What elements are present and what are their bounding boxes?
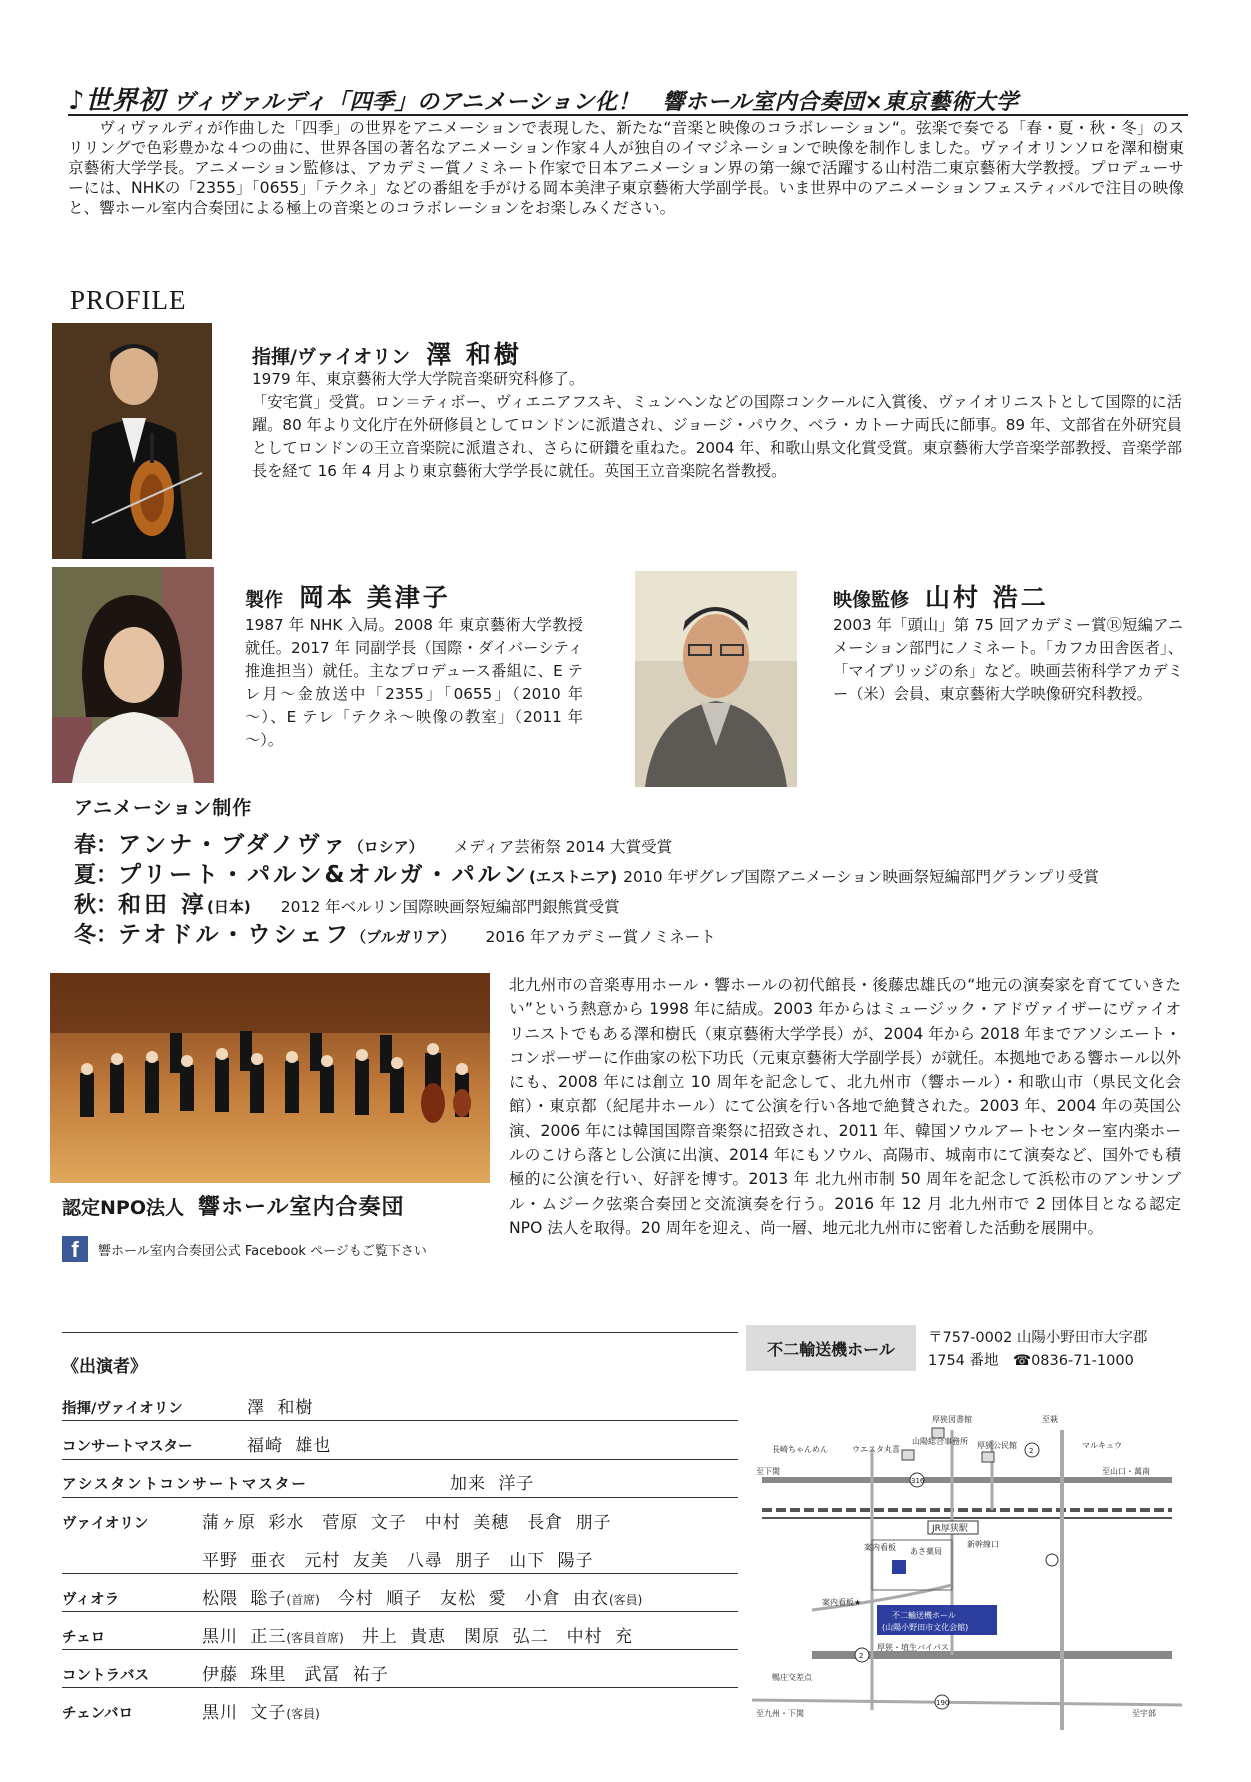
venue-phone: 0836-71-1000: [1031, 1353, 1134, 1369]
route-number: 2: [859, 1652, 864, 1660]
npo-line: [62, 1190, 405, 1221]
performer-name-text: 松隈 聡子: [202, 1589, 287, 1609]
facebook-text: 響ホール室内合奏団公式 Facebook ページもご覧下さい: [98, 1243, 427, 1259]
venue-address-line: 〒757-0002 山陽小野田市大字郡: [928, 1330, 1148, 1346]
row-rule: [62, 1687, 738, 1688]
performer-role: アシスタントコンサートマスター: [62, 1477, 308, 1493]
artist-award: 2010 年ザグレブ国際アニメーション映画祭短編部門グランプリ受賞: [623, 868, 1099, 886]
intro-paragraph: ヴィヴァルディが作曲した「四季」の世界をアニメーションで表現した、新たな“音楽と映像のコラボレーション“。弦楽で奏でる「春・夏・秋・冬」のスリリングで色彩豊かな４つの曲に、世界各国の著名なアニメーション作家４人が独自のイマジネーションで映像を制作しました。ヴァイオリンソロを澤和樹東京藝術大学学長。アニメーション監修は、アカデミー賞ノミネート作家で日本アニメーション界の第一線で活躍する山村浩二東京藝術大学教授。プロデューサーには、NHKの「2355」「0655」「テクネ」などの番組を手がける岡本美津子東京藝術大学副学長。いま世界中のアニメーションフェスティバルで注目の映像と、響ホール室内合奏団による極上の音楽とのコラボレーションをお楽しみください。: [68, 119, 1184, 217]
map-label: 長崎ちゃんめん: [772, 1445, 828, 1454]
row-rule: [62, 1497, 738, 1498]
director-role-line: [833, 578, 1049, 614]
performer-role: 指揮/ヴァイオリン: [62, 1401, 183, 1417]
map-label: ウエスタ丸喜: [852, 1445, 900, 1454]
headline-prefix: ♪世界初: [68, 86, 165, 116]
route-number: 316: [911, 1477, 925, 1485]
performer-names: 福崎 雄也: [247, 1436, 332, 1456]
route-number: 2: [1029, 1447, 1034, 1455]
artist-award: 2016 年アカデミー賞ノミネート: [485, 928, 716, 946]
animation-row-spring: [74, 826, 672, 859]
profile-heading: PROFILE: [70, 285, 187, 315]
performers-title: 《出演者》: [62, 1357, 147, 1377]
performer-role: コントラバス: [62, 1668, 149, 1684]
performer-names: [202, 1703, 320, 1723]
season-label: 秋：: [74, 893, 119, 918]
artist-name: プリート・パルン&オルガ・パルン: [118, 862, 530, 888]
performer-role: ヴァイオリン: [62, 1516, 149, 1532]
venue-map: [752, 1410, 1182, 1730]
performer-name-text: 黒川 正三: [202, 1627, 287, 1647]
map-route-marker: [1046, 1554, 1058, 1566]
map-label: 山陽総合事務所: [912, 1437, 968, 1446]
performer-names: 伊藤 珠里 武冨 祐子: [202, 1665, 389, 1685]
row-rule: [62, 1459, 738, 1460]
animation-title: アニメーション制作: [74, 797, 253, 819]
conductor-role-line: [252, 335, 522, 371]
artist-name: テオドル・ウシェフ: [118, 922, 352, 948]
map-label: JR厚狭駅: [932, 1524, 968, 1534]
producer-bio: 1987 年 NHK 入局。2008 年 東京藝術大学教授就任。2017 年 同副学長（国際・ダイバーシティ推進担当）就任。主なプロデュース番組に、E テレ月～金放送中「2355」「0655」（2010 年～）、E テレ「テクネ～映像の教室」（2011 年～）。: [245, 616, 583, 749]
performer-role: コンサートマスター: [62, 1439, 193, 1455]
performer-row: [62, 1431, 738, 1456]
row-rule: [62, 1649, 738, 1650]
facebook-icon[interactable]: f: [62, 1236, 88, 1262]
map-label: 厚狭公民館: [977, 1441, 1017, 1450]
producer-photo: [52, 567, 214, 783]
animation-row-autumn: [74, 886, 620, 919]
conductor-role: 指揮/ヴァイオリン: [252, 346, 411, 368]
performer-names: 澤 和樹: [247, 1398, 314, 1418]
headline: [68, 80, 1188, 116]
venue-lot: 1754 番地: [928, 1353, 999, 1369]
performer-names: 蒲ヶ原 彩水 菅原 文子 中村 美穂 長倉 朋子: [202, 1513, 612, 1533]
performer-row: [62, 1622, 738, 1647]
map-label: あさ薬局: [910, 1547, 942, 1556]
performer-row: [62, 1508, 738, 1533]
season-label: 夏：: [74, 863, 119, 888]
artist-award: 2012 年ベルリン国際映画祭短編部門銀熊賞受賞: [280, 898, 620, 916]
map-label: 鴨庄交差点: [772, 1673, 812, 1682]
ensemble-photo: [50, 973, 490, 1183]
row-rule: [62, 1420, 738, 1421]
performer-names: [202, 1589, 642, 1609]
performer-name-text: 今村 順子 友松 愛 小倉 由衣: [319, 1589, 609, 1609]
performer-row: [62, 1584, 738, 1609]
animation-row-summer: [74, 856, 1099, 889]
conductor-photo: [52, 323, 212, 559]
map-label: 至九州・下関: [756, 1709, 804, 1718]
map-label: 新幹線口: [967, 1540, 999, 1549]
performer-note: (客員首席): [286, 1631, 344, 1645]
map-label: 厚狭・埴生バイパス: [877, 1643, 949, 1652]
venue-marker: [892, 1560, 906, 1574]
map-building: [982, 1452, 994, 1462]
npo-name: 響ホール室内合奏団: [197, 1195, 405, 1220]
row-rule: [62, 1573, 738, 1574]
director-name: 山村 浩二: [925, 583, 1049, 612]
season-label: 春：: [74, 833, 119, 858]
headline-suffix: 響ホール室内合奏団×東京藝術大学: [639, 90, 1019, 115]
producer-role-line: [245, 578, 451, 614]
artist-name: 和田 淳: [118, 892, 208, 918]
phone-icon: ☎: [1013, 1353, 1032, 1369]
animation-row-winter: [74, 916, 716, 949]
map-label: マルキュウ: [1082, 1441, 1122, 1450]
performer-role: ヴィオラ: [62, 1592, 120, 1608]
performer-note: (客員): [609, 1593, 643, 1607]
director-bio: 2003 年「頭山」第 75 回アカデミー賞Ⓡ短編アニメーション部門にノミネート。「カフカ田舎医者」、「マイブリッジの糸」など。映画芸術科学アカデミー（米）会員、東京藝術大学映像研究科教授。: [833, 616, 1183, 703]
performer-names: [202, 1627, 633, 1647]
venue-address-line2: [928, 1350, 1147, 1373]
artist-country: (日本): [207, 898, 251, 916]
performer-row: [62, 1546, 738, 1571]
performer-names: 加来 洋子: [450, 1474, 535, 1494]
producer-role: 製作: [245, 589, 284, 611]
artist-name: アンナ・ブダノヴァ: [118, 832, 349, 858]
artist-country: （ブルガリア）: [351, 928, 456, 946]
headline-middle: ヴィヴァルディ「四季」のアニメーション化！: [164, 90, 640, 115]
map-label: 案内看板★: [822, 1598, 862, 1607]
performer-row: [62, 1393, 738, 1418]
performer-row: [62, 1469, 738, 1494]
artist-country: （ロシア）: [348, 838, 424, 856]
performer-name-text: 井上 貴恵 関原 弘二 中村 充: [343, 1627, 633, 1647]
performer-name-text: 黒川 文子: [202, 1703, 287, 1723]
conductor-bio: 1979 年、東京藝術大学大学院音楽研究科修了。 「安宅賞」受賞。ロン＝ティボー、ヴィエニアフスキ、ミュンヘンなどの国際コンクールに入賞後、ヴァイオリニストとして国際的に活躍。80 年より文化庁在外研修員としてロンドンに派遣され、ジョージ・パウク、ベラ・カトーナ両氏に師事。89 年、文部省在外研究員としてロンドンの王立音楽院に派遣され、さらに研鑽を重ねた。2004 年、和歌山県文化賞受賞。東京藝術大学音楽学部教授、音楽学部長を経て 16 年 4 月より東京藝術大学学長に就任。英国王立音楽院名誉教授。: [252, 370, 1183, 480]
map-label: 案内看板: [864, 1543, 896, 1552]
map-venue-label: 不二輸送機ホール: [892, 1611, 956, 1620]
season-label: 冬：: [74, 923, 119, 948]
row-rule: [62, 1611, 738, 1612]
director-role: 映像監修: [833, 589, 910, 611]
venue-address: [928, 1327, 1147, 1373]
ensemble-description: 北九州市の音楽専用ホール・響ホールの初代館長・後藤忠雄氏の“地元の演奏家を育てていきたい”という熱意から 1998 年に結成。2003 年からはミュージック・アドヴァイザーにヴァイオリニストでもある澤和樹氏（東京藝術大学学長）が、2004 年から 2018 年までアソシエート・コンポーザーに作曲家の松下功氏（元東京藝術大学副学長）が就任。本拠地である響ホール以外にも、2008 年には創立 10 周年を記念して、北九州市（響ホール）・和歌山市（県民文化会館）・東京都（紀尾井ホール）にて公演を行い各地で絶賛された。2003 年、2004 年の英国公演、2006 年には韓国国際音楽祭に招致され、2011 年、韓国ソウルアートセンター室内楽ホールのこけら落とし公演に出演、2014 年にもソウル、高陽市、城南市にて演奏など、国外でも積極的に公演を行い、好評を博す。2013 年 北九州市制 50 周年を記念して浜松市のアンサンブル・ムジーク弦楽合奏団と交流演奏を行う。2016 年 12 月 北九州市で 2 団体目となる認定 NPO 法人を取得。20 周年を迎え、尚一層、地元北九州市に密着した活動を展開中。: [509, 976, 1182, 1237]
map-label: 至下関: [756, 1467, 780, 1476]
performer-note: (首席): [286, 1593, 320, 1607]
conductor-name: 澤 和樹: [426, 340, 522, 369]
performer-names: 平野 亜衣 元村 友美 八尋 朋子 山下 陽子: [202, 1551, 594, 1571]
performer-row: [62, 1660, 738, 1685]
artist-award: メディア芸術祭 2014 大賞受賞: [453, 838, 673, 856]
performer-note: (客員): [286, 1707, 320, 1721]
venue-name-box: 不二輸送機ホール: [746, 1325, 916, 1371]
route-number: 190: [936, 1699, 950, 1707]
npo-label: 認定NPO法人: [62, 1197, 184, 1219]
producer-name: 岡本 美津子: [299, 583, 451, 612]
map-label: 至宇部: [1132, 1709, 1156, 1718]
facebook-note[interactable]: [62, 1236, 427, 1262]
performer-role: チェンバロ: [62, 1706, 134, 1722]
performer-role: チェロ: [62, 1630, 106, 1646]
director-photo: [635, 571, 797, 787]
map-venue-sublabel: (山陽小野田市文化会館): [882, 1623, 969, 1632]
performer-row: [62, 1698, 738, 1723]
map-label: 至山口・萬南: [1102, 1467, 1150, 1476]
map-label: 厚狭図書館: [932, 1415, 972, 1424]
artist-country: (エストニア): [529, 868, 618, 886]
map-label: 至萩: [1042, 1415, 1058, 1424]
section-rule: [62, 1332, 738, 1333]
map-building: [902, 1450, 914, 1460]
